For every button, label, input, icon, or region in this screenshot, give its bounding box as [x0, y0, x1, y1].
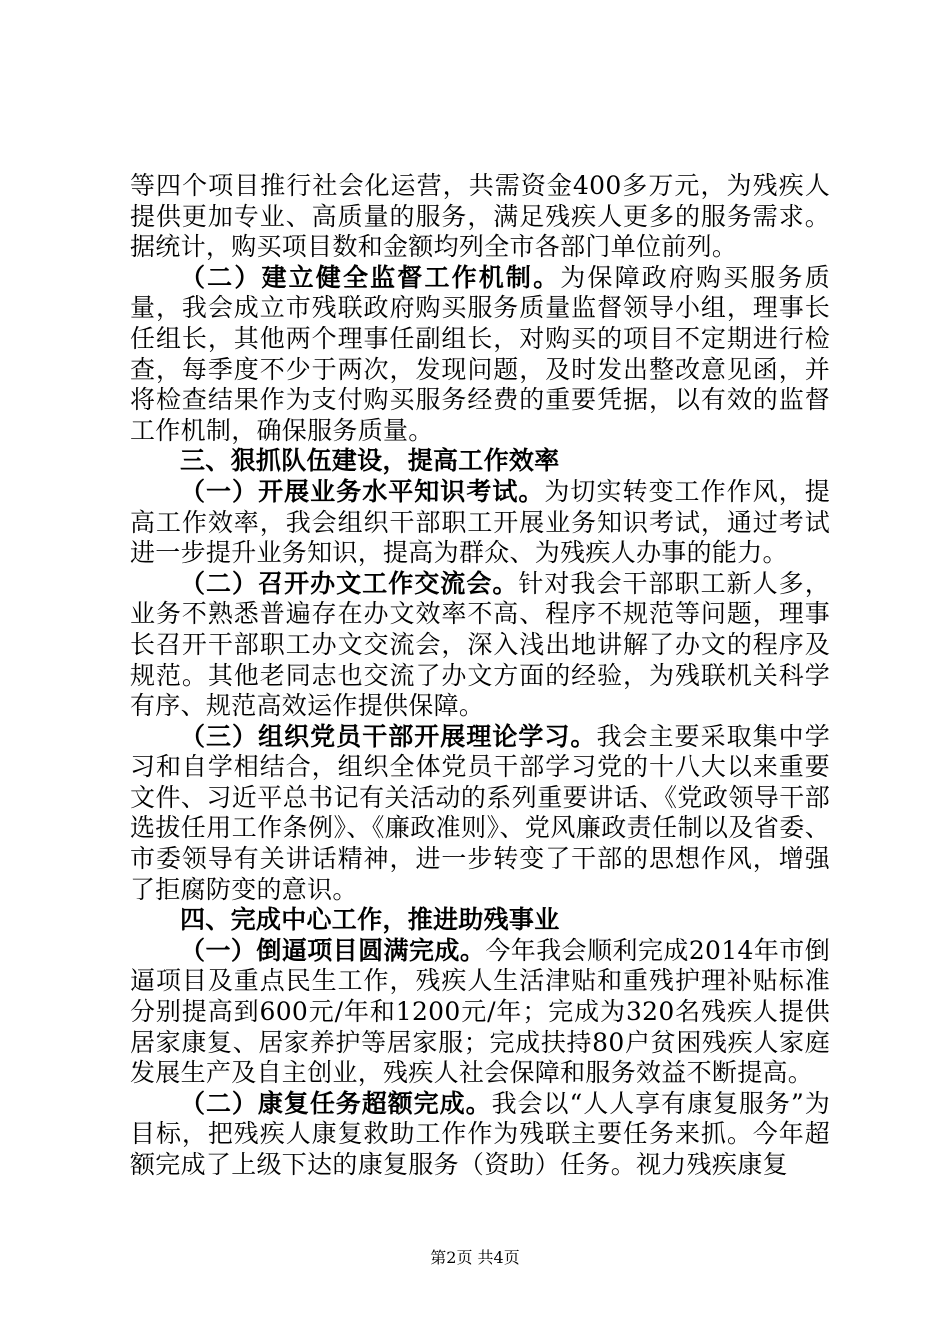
paragraph-text: 四、完成中心工作，推进助残事业 [180, 905, 560, 935]
section-heading-3 [130, 446, 830, 477]
paragraph-lead: （一）开展业务水平知识考试。 [180, 476, 545, 506]
paragraph-text: 针对我会干部职工新人多，业务不熟悉普遍存在办文效率不高、程序不规范等问题，理事长召开干部职工办文交流会，深入浅出地讲解了办文的程序及规范。其他老同志也交流了办文方面的经验，为残联机关科学有序、规范高效运作提供保障。 [130, 568, 830, 721]
paragraph-lead: （二）建立健全监督工作机制。 [180, 262, 561, 292]
paragraph-2 [130, 263, 830, 447]
paragraph-text: 今年我会顺利完成2014年市倒逼项目及重点民生工作，残疾人生活津贴和重残护理补贴标准分别提高到600元/年和1200元/年；完成为320名残疾人提供居家康复、居家养护等居家服；完成扶持80户贫困残疾人家庭发展生产及自主创业，残疾人社会保障和服务效益不断提高。 [130, 935, 830, 1088]
paragraph-text: 为切实转变工作作风，提高工作效率，我会组织干部职工开展业务知识考试，通过考试进一步提升业务知识，提高为群众、为残疾人办事的能力。 [130, 476, 830, 568]
document-body [130, 171, 830, 1181]
paragraph-lead: （二）康复任务超额完成。 [180, 1088, 492, 1118]
paragraph-4-1 [130, 936, 830, 1089]
paragraph-lead: （一）倒逼项目圆满完成。 [180, 935, 486, 965]
paragraph-4-2 [130, 1089, 830, 1181]
paragraph-text: 为保障政府购买服务质量，我会成立市残联政府购买服务质量监督领导小组，理事长任组长，其他两个理事任副组长，对购买的项目不定期进行检查，每季度不少于两次，发现问题，及时发出整改意见函，并将检查结果作为支付购买服务经费的重要凭据，以有效的监督工作机制，确保服务质量。 [130, 262, 830, 445]
paragraph-3-3 [130, 722, 830, 906]
paragraph-text: 三、狠抓队伍建设，提高工作效率 [180, 446, 560, 476]
paragraph-lead: （三）组织党员干部开展理论学习。 [180, 721, 597, 751]
paragraph-text: 等四个项目推行社会化运营，共需资金400多万元，为残疾人提供更加专业、高质量的服务，满足残疾人更多的服务需求。据统计，购买项目数和金额均列全市各部门单位前列。 [130, 171, 830, 262]
paragraph-1 [130, 171, 830, 263]
page-footer: 第2页 共4页 [430, 1248, 520, 1267]
section-heading-4 [130, 905, 830, 936]
paragraph-lead: （二）召开办文工作交流会。 [180, 568, 519, 598]
paragraph-3-2 [130, 569, 830, 722]
paragraph-text: 我会主要采取集中学习和自学相结合，组织全体党员干部学习党的十八大以来重要文件、习近平总书记有关活动的系列重要讲话、《党政领导干部选拔任用工作条例》、《廉政准则》、党风廉政责任制以及省委、市委领导有关讲话精神，进一步转变了干部的思想作风，增强了拒腐防变的意识。 [130, 721, 830, 904]
paragraph-text: 我会以“人人享有康复服务”为目标，把残疾人康复救助工作作为残联主要任务来抓。今年超额完成了上级下达的康复服务（资助）任务。视力残疾康复 [130, 1088, 831, 1179]
paragraph-3-1 [130, 477, 830, 569]
